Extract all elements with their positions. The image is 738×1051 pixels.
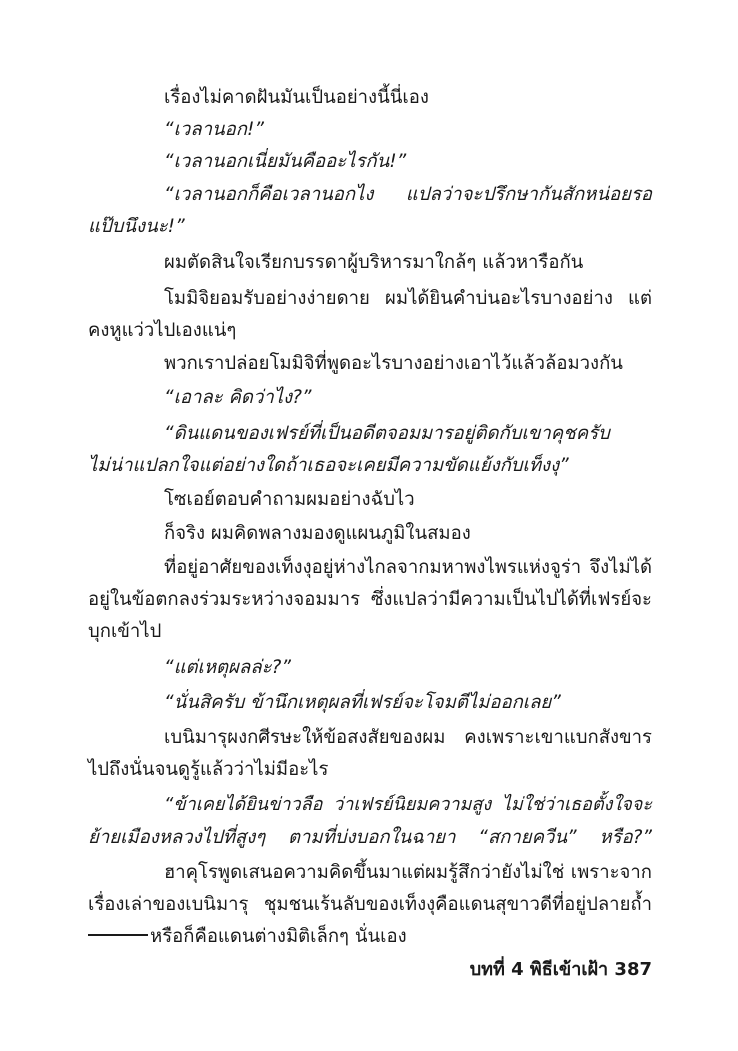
text-line-with-dash xyxy=(88,920,652,954)
text-line: เรื่องเล่าของเบนิมารุ ชุมชนเร้นลับของเท็งงุคือแดนสุขาวดีที่อยู่ปลายถ้ำ xyxy=(88,894,652,915)
text-line: เรื่องไม่คาดฝันมันเป็นอย่างนี้นี่เอง xyxy=(164,87,429,108)
dialogue-line: “เวลานอกก็คือเวลานอกไง แปลว่าจะปรึกษากันสักหน่อยรอ xyxy=(164,184,652,205)
text-line: บุกเข้าไป xyxy=(88,621,162,642)
text-line: พวกเราปล่อยโมมิจิที่พูดอะไรบางอย่างเอาไว้แล้วล้อมวงกัน xyxy=(164,353,623,374)
text-line: ที่อยู่อาศัยของเท็งงุอยู่ห่างไกลจากมหาพงไพรแห่งจูร่า จึงไม่ได้ xyxy=(164,557,652,578)
text-line: อยู่ในข้อตกลงร่วมระหว่างจอมมาร ซึ่งแปลว่ามีความเป็นไปได้ที่เฟรย์จะ xyxy=(88,589,652,610)
dialogue-line: “แต่เหตุผลล่ะ?” xyxy=(164,657,291,678)
dialogue-line: ไม่น่าแปลกใจแต่อย่างใดถ้าเธอจะเคยมีความขัดแย้งกับเท็งงุ” xyxy=(88,455,569,476)
em-dash-rule xyxy=(88,934,148,936)
text-line: เบนิมารุผงกศีรษะให้ข้อสงสัยของผม คงเพราะเขาแบกสังขาร xyxy=(164,727,652,748)
text-line: โมมิจิยอมรับอย่างง่ายดาย ผมได้ยินคำบ่นอะไรบางอย่าง แต่ xyxy=(164,288,652,309)
text-line: ไปถึงนั่นจนดูรู้แล้วว่าไม่มีอะไร xyxy=(88,759,329,780)
dialogue-line: “เวลานอกเนี่ยมันคืออะไรกัน!” xyxy=(164,151,407,172)
text-line: ก็จริง ผมคิดพลางมองดูแผนภูมิในสมอง xyxy=(164,523,471,544)
dialogue-line: แป๊บนึงนะ!” xyxy=(88,216,185,237)
text-line: หรือก็คือแดนต่างมิติเล็กๆ นั่นเอง xyxy=(150,926,407,947)
text-line: ผมตัดสินใจเรียกบรรดาผู้บริหารมาใกล้ๆ แล้วหารือกัน xyxy=(164,252,584,273)
text-line: โซเอย์ตอบคำถามผมอย่างฉับไว xyxy=(164,489,415,510)
dialogue-line: “เวลานอก!” xyxy=(164,119,264,140)
dialogue-line: “ดินแดนของเฟรย์ที่เป็นอดีตจอมมารอยู่ติดกับเขาคุชครับ xyxy=(164,423,610,444)
page-footer: บทที่ 4 พิธีเข้าเฝ้า 387 xyxy=(469,959,652,980)
text-line: ฮาคุโรพูดเสนอความคิดขึ้นมาแต่ผมรู้สึกว่ายังไม่ใช่ เพราะจาก xyxy=(164,862,652,883)
dialogue-line: “เอาละ คิดว่าไง?” xyxy=(164,387,312,408)
dialogue-line: “นั่นสิครับ ข้านึกเหตุผลที่เฟรย์จะโจมตีไม่ออกเลย” xyxy=(164,692,561,713)
dialogue-line: ย้ายเมืองหลวงไปที่สูงๆ ตามที่บ่งบอกในฉายา “สกายควีน” หรือ?” xyxy=(88,827,652,848)
text-line: คงหูแว่วไปเองแน่ๆ xyxy=(88,320,237,341)
dialogue-line: “ข้าเคยได้ยินข่าวลือ ว่าเฟรย์นิยมความสูง ไม่ใช่ว่าเธอตั้งใจจะ xyxy=(164,794,652,815)
